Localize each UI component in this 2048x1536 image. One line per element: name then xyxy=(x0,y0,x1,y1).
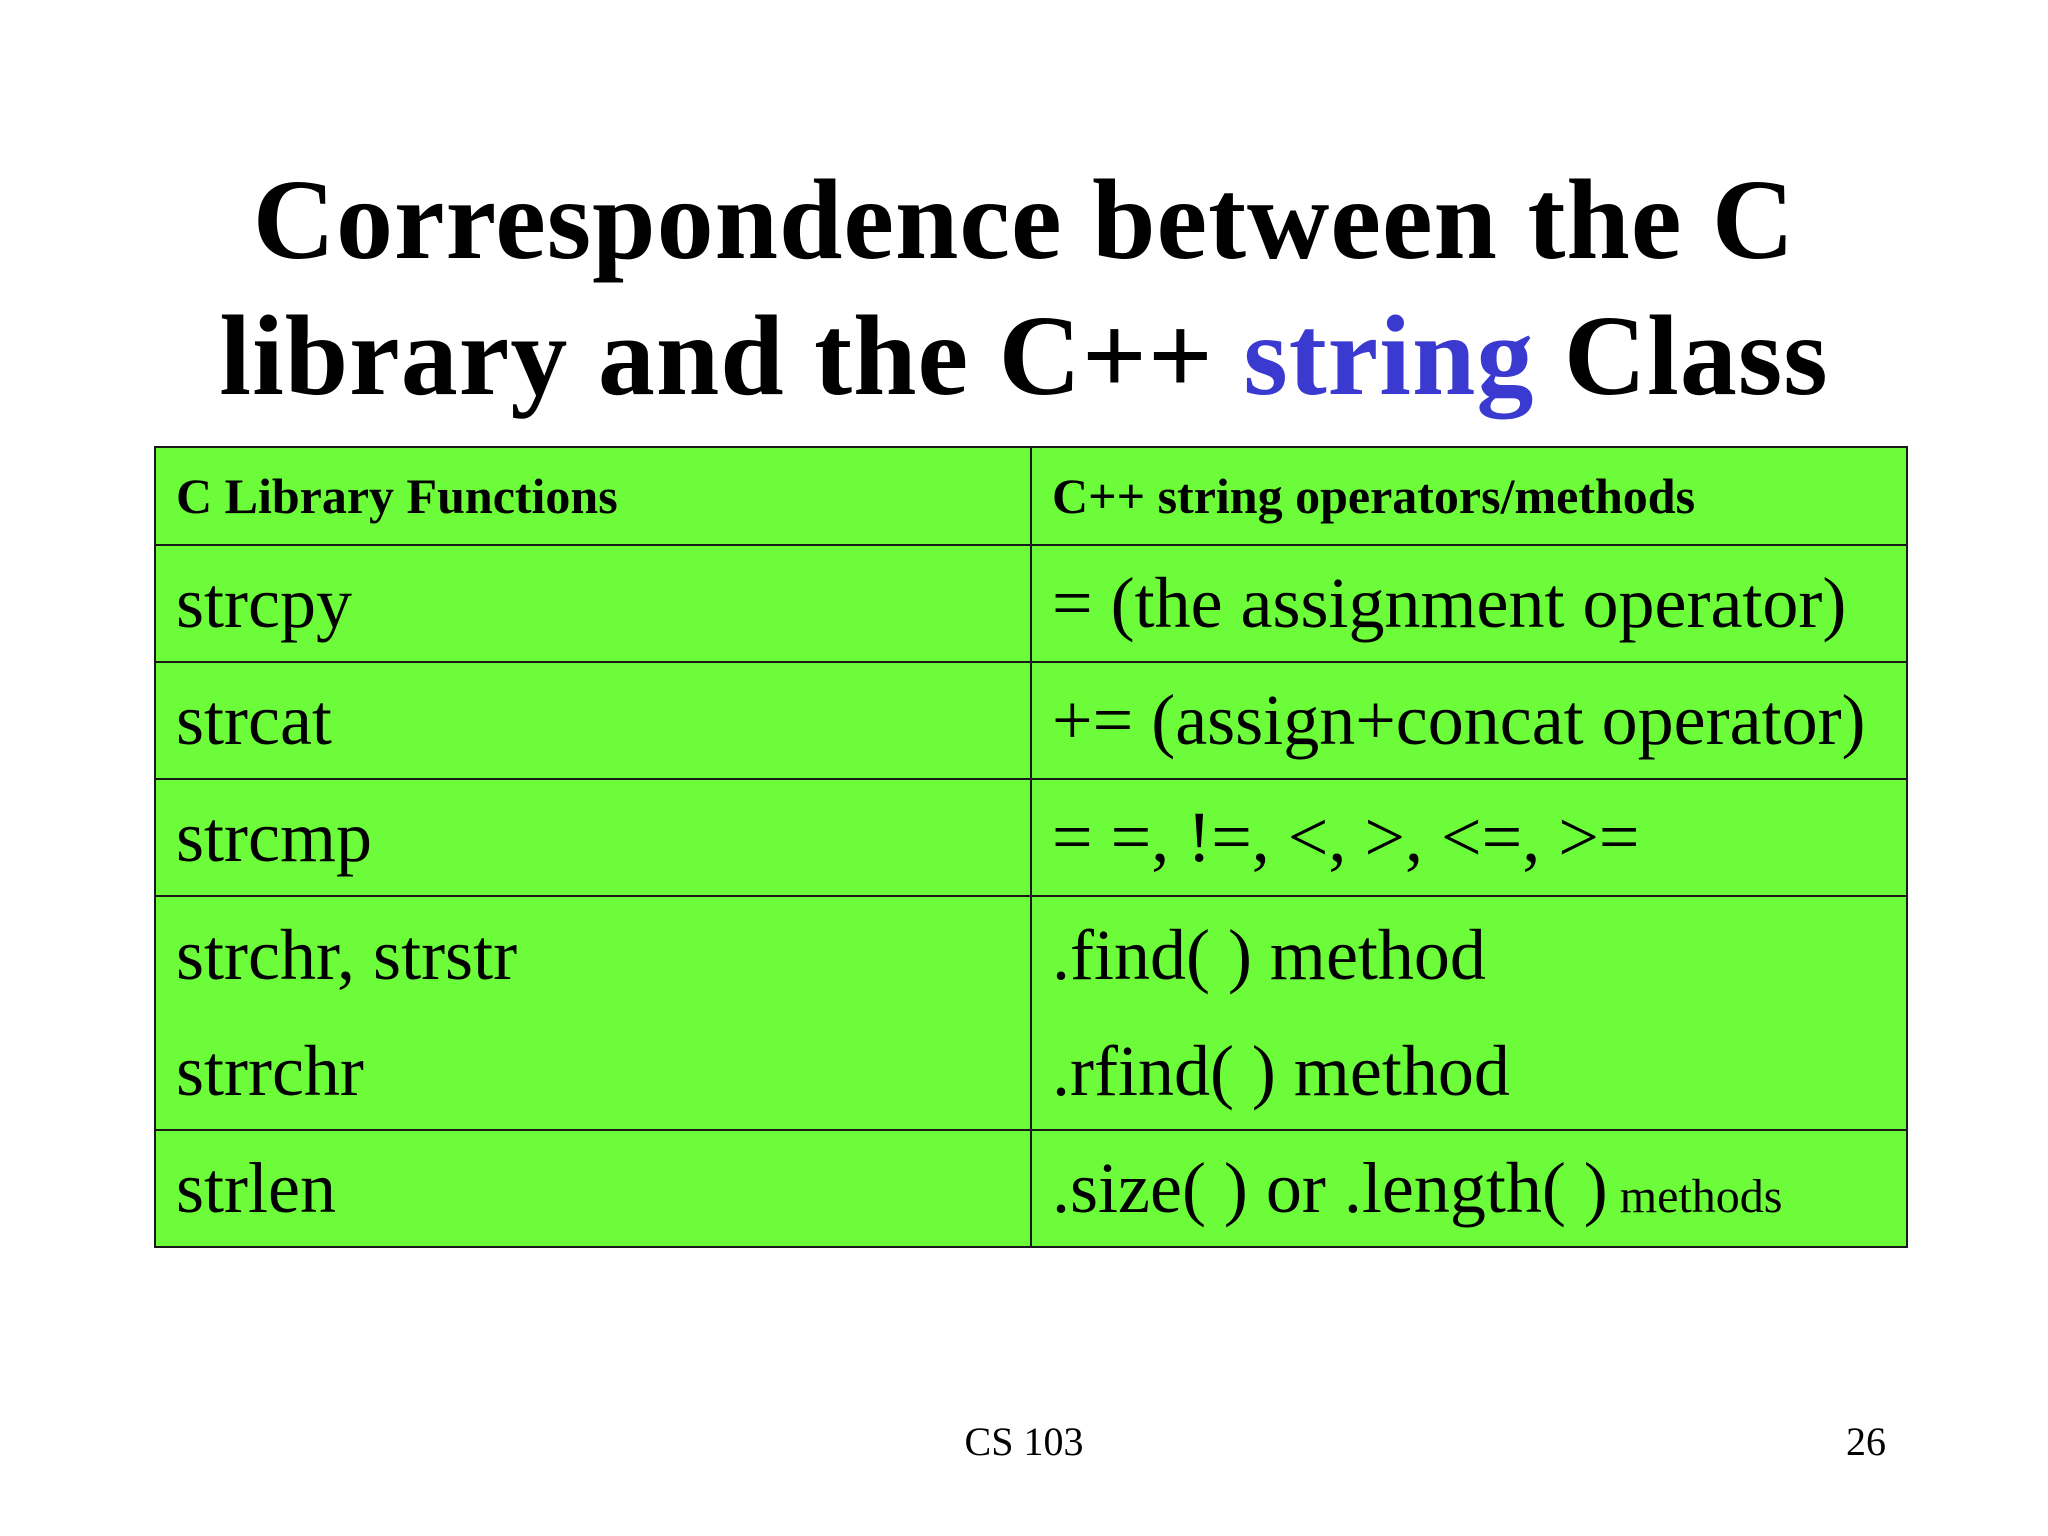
table-row xyxy=(155,662,1907,779)
cell-c-line-1: strchr, strstr xyxy=(176,915,518,995)
title-line-2-end: Class xyxy=(1534,292,1829,419)
cell-c-function: strcat xyxy=(155,662,1031,779)
table-header-row xyxy=(155,447,1907,545)
cell-c-function: strcpy xyxy=(155,545,1031,662)
cell-c-function: strcmp xyxy=(155,779,1031,896)
slide-title xyxy=(0,152,2048,424)
cell-c-function: strlen xyxy=(155,1130,1031,1247)
table-row xyxy=(155,896,1907,1130)
correspondence-table xyxy=(154,446,1908,1248)
cell-cpp-line-2: .rfind( ) method xyxy=(1052,1031,1510,1111)
cell-cpp-equivalent xyxy=(1031,896,1907,1130)
cell-cpp-line-1: .find( ) method xyxy=(1052,915,1486,995)
cell-cpp-equivalent: += (assign+concat operator) xyxy=(1031,662,1907,779)
header-cpp-string: C++ string operators/methods xyxy=(1031,447,1907,545)
cell-cpp-equivalent xyxy=(1031,1130,1907,1247)
page-number: 26 xyxy=(1846,1419,1886,1464)
table-row xyxy=(155,1130,1907,1247)
cell-cpp-suffix: methods xyxy=(1607,1170,1783,1223)
title-line-1: Correspondence between the C xyxy=(252,156,1796,283)
footer-course: CS 103 xyxy=(964,1419,1084,1464)
cell-cpp-main: .size( ) or .length( ) xyxy=(1052,1148,1608,1228)
title-line-2-start: library and the C++ xyxy=(219,292,1244,419)
title-highlight-string: string xyxy=(1243,292,1535,419)
cell-cpp-equivalent: = =, !=, <, >, <=, >= xyxy=(1031,779,1907,896)
header-c-library: C Library Functions xyxy=(155,447,1031,545)
table-row xyxy=(155,779,1907,896)
cell-cpp-equivalent: = (the assignment operator) xyxy=(1031,545,1907,662)
table-row xyxy=(155,545,1907,662)
cell-c-line-2: strrchr xyxy=(176,1031,364,1111)
cell-c-function xyxy=(155,896,1031,1130)
correspondence-table-wrap xyxy=(154,446,1906,1248)
